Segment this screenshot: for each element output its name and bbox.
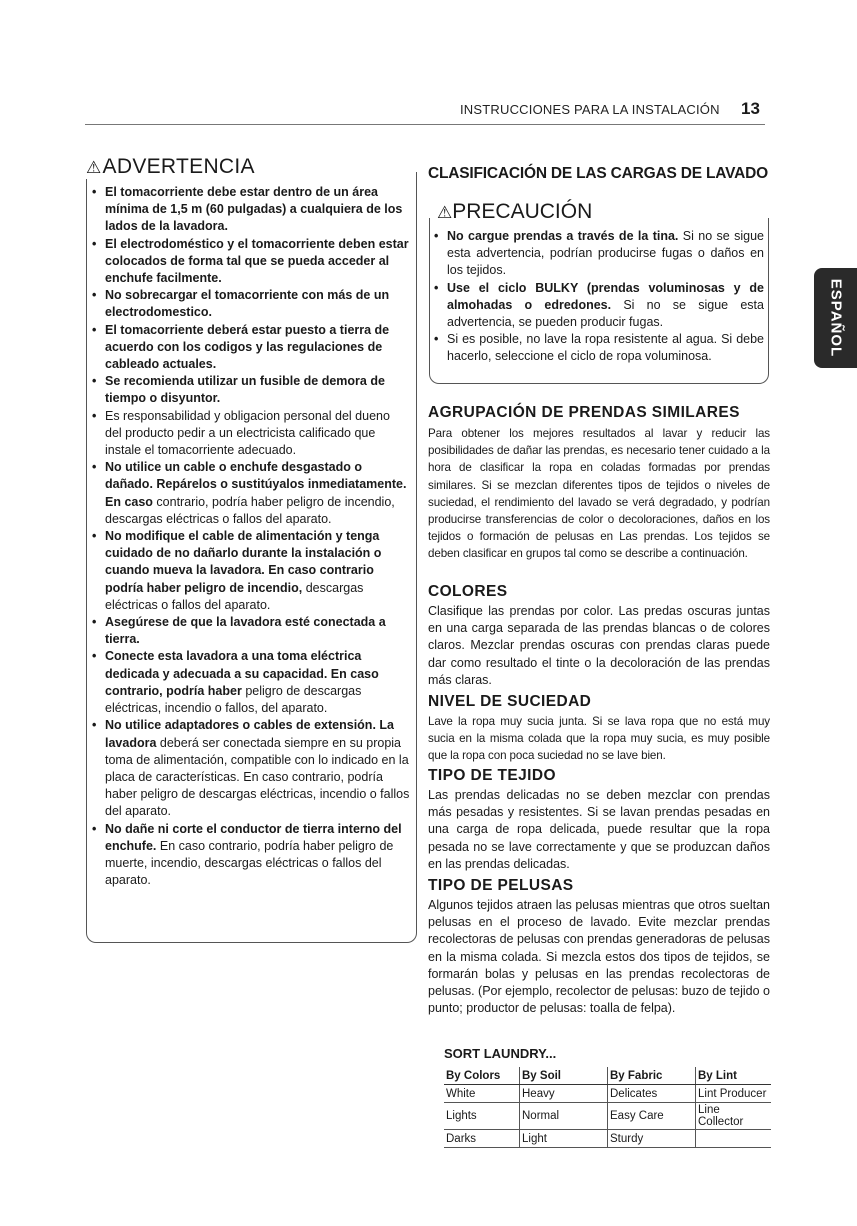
section-title-grouping: AGRUPACIÓN DE PRENDAS SIMILARES bbox=[428, 404, 740, 421]
caution-triangle-icon: ⚠ bbox=[437, 203, 453, 222]
warning-item: • No modifique el cable de alimentación y tenga cuidado de no dañarlo durante la instalación o cuando mueva la lavadora. En caso contrario podría haber peligro de incendio, descargas eléctricas o fallos del aparato. bbox=[90, 528, 410, 614]
caution-title-text: PRECAUCIÓN bbox=[452, 200, 593, 223]
table-cell: White bbox=[444, 1085, 520, 1103]
page-number: 13 bbox=[741, 99, 760, 118]
warning-title bbox=[86, 155, 263, 179]
caution-list bbox=[432, 228, 764, 366]
section-title-fabric: TIPO DE TEJIDO bbox=[428, 767, 556, 784]
warning-item: • No sobrecargar el tomacorriente con más de un electrodomestico. bbox=[90, 287, 410, 321]
sort-laundry-table bbox=[444, 1067, 771, 1148]
section-text-fabric: Las prendas delicadas no se deben mezclar con prendas más pesadas y resistentes. Si se lavan prendas pesadas en una carga de ropa delicada, puede resultar que la ropa pesada no se lave correctamente y que se produzcan daños en las prendas delicadas. bbox=[428, 788, 770, 871]
table-header-cell: By Fabric bbox=[608, 1067, 696, 1085]
table-row bbox=[444, 1130, 771, 1148]
section-title-colors: COLORES bbox=[428, 583, 508, 600]
table-cell: Lights bbox=[444, 1103, 520, 1130]
section-title-lint: TIPO DE PELUSAS bbox=[428, 877, 574, 894]
section-text-grouping: Para obtener los mejores resultados al lavar y reducir las posibilidades de dañar las prendas, es necesario tener cuidado a la hora de clasificar la ropa en coladas formadas por prendas similares. Si se mezclan diferentes tipos de tejidos o niveles de suciedad, el rendimiento del lavado se verá degradado, y podrían producirse transferencias de color o decoloraciones, daños en los tejidos o formación de pelusas en Las prendas. Los tejidos se deben clasificar en grupos tal como se describe a continuación. bbox=[428, 427, 770, 561]
warning-item: • Conecte esta lavadora a una toma eléctrica dedicada y adecuada a su capacidad. En caso contrario, podría haber peligro de descargas eléctricas, incendio o fallos, del aparato. bbox=[90, 648, 410, 717]
warning-item: • El tomacorriente debe estar dentro de un área mínima de 1,5 m (60 pulgadas) a cualquiera de los lados de la lavadora. bbox=[90, 184, 410, 236]
table-header-row bbox=[444, 1067, 771, 1085]
table-cell: Delicates bbox=[608, 1085, 696, 1103]
header-title: INSTRUCCIONES PARA LA INSTALACIÓN bbox=[460, 102, 720, 117]
warning-item: • No utilice un cable o enchufe desgastado o dañado. Repárelos o sustitúyalos inmediatamente. En caso contrario, podría haber peligro de incendio, descargas eléctricas o fallos del aparato. bbox=[90, 459, 410, 528]
warning-item: • Asegúrese de que la lavadora esté conectada a tierra. bbox=[90, 614, 410, 648]
table-cell bbox=[696, 1130, 772, 1148]
caution-item: • Use el ciclo BULKY (prendas voluminosas y de almohadas o edredones. Si no se sigue esta advertencia, se pueden producir fugas. bbox=[432, 280, 764, 332]
table-header-cell: By Colors bbox=[444, 1067, 520, 1085]
caution-item: • No cargue prendas a través de la tina. Si no se sigue esta advertencia, podrían producirse fugas o daños en los tejidos. bbox=[432, 228, 764, 280]
section-text-lint: Algunos tejidos atraen las pelusas mientras que otros sueltan pelusas en el proceso de lavado. Evite mezclar prendas recolectoras de pelusas con prendas generadoras de pelusas en la misma colada. Si mezcla estos dos tipos de tejidos, se formarán bolas y pelusas en las prendas recolectoras de pelusas. (Por ejemplo, recolector de pelusas: buzo de tejido o punto; productor de pelusas: toalla de felpa). bbox=[428, 898, 770, 1016]
sort-laundry-title: SORT LAUNDRY... bbox=[444, 1046, 557, 1061]
table-header-cell: By Lint bbox=[696, 1067, 772, 1085]
caution-item: • Si es posible, no lave la ropa resistente al agua. Si debe hacerlo, seleccione el ciclo de ropa voluminosa. bbox=[432, 331, 764, 365]
warning-item: • El tomacorriente deberá estar puesto a tierra de acuerdo con los codigos y las regulaciones de cableado actuales. bbox=[90, 322, 410, 374]
warning-item: • No utilice adaptadores o cables de extensión. La lavadora deberá ser conectada siempre en su propia toma de alimentación, compatible con lo indicado en la placa de características. En caso contrario, podría haber peligro de descargas eléctricas, incendio o fallos del aparato. bbox=[90, 717, 410, 820]
warning-item: • El electrodoméstico y el tomacorriente deben estar colocados de forma tal que se pueda acceder al enchufe facilmente. bbox=[90, 236, 410, 288]
warning-item: • Se recomienda utilizar un fusible de demora de tiempo o disyuntor. bbox=[90, 373, 410, 407]
warning-triangle-icon: ⚠ bbox=[86, 158, 102, 177]
classification-title: CLASIFICACIÓN DE LAS CARGAS DE LAVADO bbox=[428, 165, 768, 182]
table-cell: Sturdy bbox=[608, 1130, 696, 1148]
table-cell: Light bbox=[520, 1130, 608, 1148]
table-cell: Heavy bbox=[520, 1085, 608, 1103]
header-rule bbox=[85, 124, 765, 125]
language-tab bbox=[814, 268, 857, 368]
warning-list bbox=[90, 184, 410, 889]
table-cell: Darks bbox=[444, 1130, 520, 1148]
table-cell: Line Collector bbox=[696, 1103, 772, 1130]
table-cell: Easy Care bbox=[608, 1103, 696, 1130]
warning-item: • Es responsabilidad y obligacion personal del dueno del producto pedir a un electricista calificado que instale el tomacorriente adecuado. bbox=[90, 408, 410, 460]
table-row bbox=[444, 1085, 771, 1103]
warning-title-text: ADVERTENCIA bbox=[102, 155, 255, 178]
warning-item: • No dañe ni corte el conductor de tierra interno del enchufe. En caso contrario, podría haber peligro de muerte, incendio, descargas eléctricas o fallos del aparato. bbox=[90, 821, 410, 890]
section-text-soil: Lave la ropa muy sucia junta. Si se lava ropa que no está muy sucia en la misma colada que la ropa muy sucia, es muy posible que la ropa con poca suciedad no se lave bien. bbox=[428, 715, 770, 763]
table-cell: Lint Producer bbox=[696, 1085, 772, 1103]
table-cell: Normal bbox=[520, 1103, 608, 1130]
table-row bbox=[444, 1103, 771, 1130]
caution-title bbox=[437, 200, 600, 224]
section-title-soil: NIVEL DE SUCIEDAD bbox=[428, 693, 592, 710]
table-header-cell: By Soil bbox=[520, 1067, 608, 1085]
section-text-colors: Clasifique las prendas por color. Las predas oscuras juntas en una carga separada de las prendas blancas o de colores claros. Mezclar prendas oscuras con prendas claras puede dar como resultado el tinte o la decoloración de las prendas más claras. bbox=[428, 604, 770, 687]
language-tab-label: ESPAÑOL bbox=[827, 278, 844, 358]
